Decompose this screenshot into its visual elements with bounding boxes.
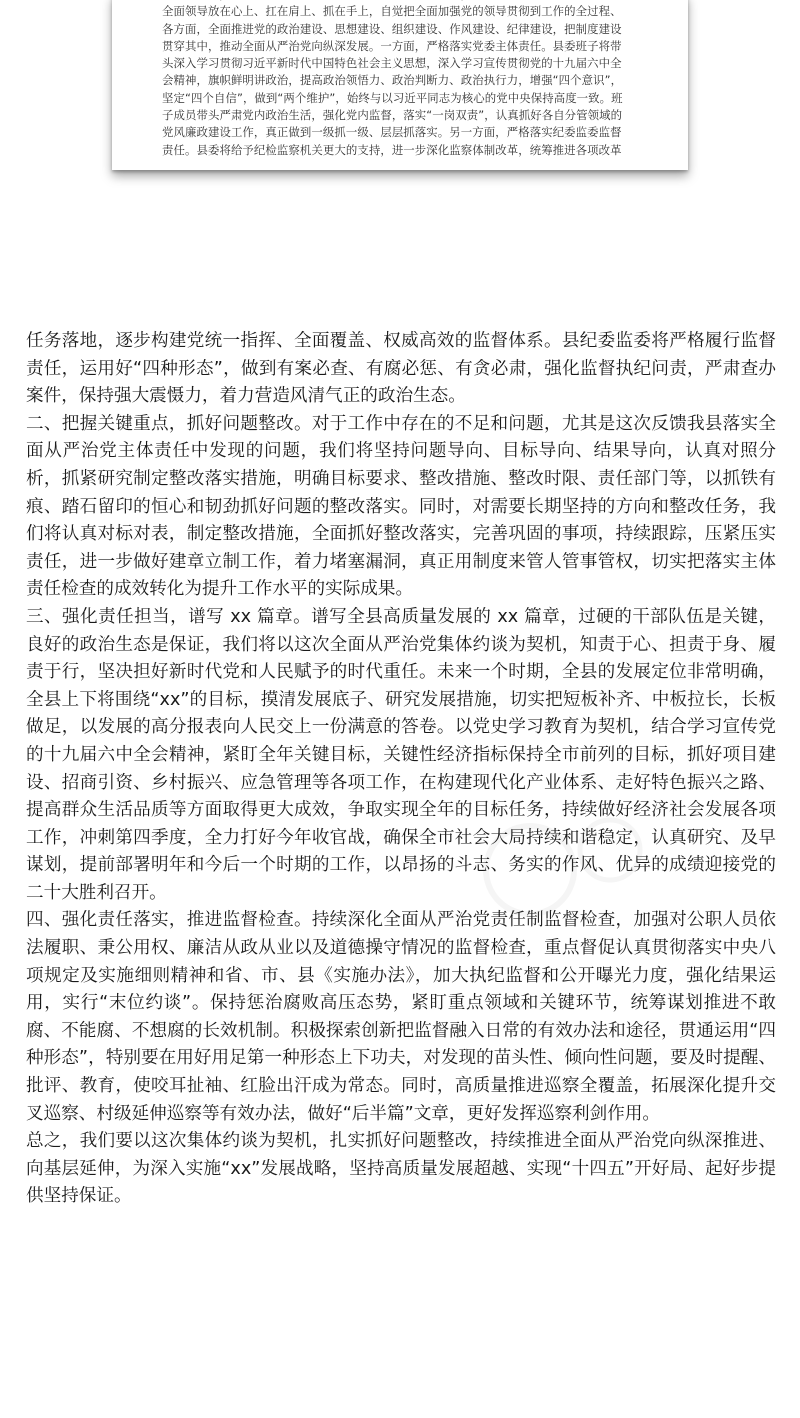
preview-line: 会精神，旗帜鲜明讲政治，提高政治领悟力、政治判断力、政治执行力，增强“四个意识”， bbox=[162, 73, 623, 88]
article-paragraph: 二、把握关键重点，抓好问题整改。对于工作中存在的不足和问题，尤其是这次反馈我县落实全面从严治党主体责任中发现的问题，我们将坚持问题导向、目标导向、结果导向，认真对照分析，抓紧研究制定整改落实措施，明确目标要求、整改措施、整改时限、责任部门等，以抓铁有痕、踏石留印的恒心和韧劲抓好问题的整改落实。同时，对需要长期坚持的方向和整改任务，我们将认真对标对表，制定整改措施，全面抓好整改落实，完善巩固的事项，持续跟踪，压紧压实责任，进一步做好建章立制工作，着力堵塞漏洞，真正用制度来管人管事管权，切实把落实主体责任检查的成效转化为提升工作水平的实际成果。 bbox=[26, 413, 776, 600]
preview-line: 全面领导放在心上、扛在肩上、抓在手上，自觉把全面加强党的领导贯彻到工作的全过程、 bbox=[162, 4, 622, 19]
preview-line: 各方面，全面推进党的政治建设、思想建设、组织建设、作风建设、纪律建设，把制度建设 bbox=[162, 21, 622, 36]
document-preview-area bbox=[0, 0, 800, 200]
preview-line: 责任。县委将给予纪检监察机关更大的支持，进一步深化监察体制改革，统筹推进各项改革 bbox=[162, 142, 622, 157]
preview-text-block bbox=[162, 0, 640, 159]
preview-line: 贯穿其中，推动全面从严治党向纵深发展。一方面，严格落实党委主体责任。县委班子将带 bbox=[162, 38, 622, 53]
article-paragraph: 任务落地，逐步构建党统一指挥、全面覆盖、权威高效的监督体系。县纪委监委将严格履行监督责任，运用好“四种形态”，做到有案必查、有腐必惩、有贪必肃，强化监督执纪问责，严肃查办案件，保持强大震慑力，着力营造风清气正的政治生态。 bbox=[26, 331, 776, 407]
article-paragraph: 三、强化责任担当，谱写 xx 篇章。谱写全县高质量发展的 xx 篇章，过硬的干部队伍是关键，良好的政治生态是保证，我们将以这次全面从严治党集体约谈为契机，知责于心、担责于身、履责于行，坚决担好新时代党和人民赋予的时代重任。未来一个时期，全县的发展定位非常明确，全县上下将围绕“xx”的目标，摸清发展底子、研究发展措施，切实把短板补齐、中板拉长，长板做足，以发展的高分报表向人民交上一份满意的答卷。以党史学习教育为契机，结合学习宣传党的十九届六中全会精神，紧盯全年关键目标，关键性经济指标保持全市前列的目标，抓好项目建设、招商引资、乡村振兴、应急管理等各项工作，在构建现代化产业体系、走好特色振兴之路、提高群众生活品质等方面取得更大成效，争取实现全年的目标任务，持续做好经济社会发展各项工作，冲刺第四季度，全力打好今年收官战，确保全市社会大局持续和谐稳定，认真研究、及早谋划，提前部署明年和今后一个时期的工作，以昂扬的斗志、务实的作风、优异的成绩迎接党的二十大胜利召开。 bbox=[26, 606, 776, 903]
article-paragraph: 四、强化责任落实，推进监督检查。持续深化全面从严治党责任制监督检查，加强对公职人员依法履职、秉公用权、廉洁从政从业以及道德操守情况的监督检查，重点督促认真贯彻落实中央八项规定及实施细则精神和省、市、县《实施办法》，加大执纪监督和公开曝光力度，强化结果运用，实行“末位约谈”。保持惩治腐败高压态势，紧盯重点领域和关键环节，统筹谋划推进不敢腐、不能腐、不想腐的长效机制。积极探索创新把监督融入日常的有效办法和途径，贯通运用“四种形态”，特别要在用好用足第一种形态上下功夫，对发现的苗头性、倾向性问题，要及时提醒、批评、教育，使咬耳扯袖、红脸出汗成为常态。同时，高质量推进巡察全覆盖，拓展深化提升交叉巡察、村级延伸巡察等有效办法，做好“后半篇”文章，更好发挥巡察利剑作用。 bbox=[26, 910, 776, 1124]
article-paragraph: 总之，我们要以这次集体约谈为契机，扎实抓好问题整改，持续推进全面从严治党向纵深推进、向基层延伸，为深入实施“xx”发展战略，坚持高质量发展超越、实现“十四五”开好局、起好步提供坚持保证。 bbox=[26, 1131, 776, 1207]
preview-line: 头深入学习贯彻习近平新时代中国特色社会主义思想，深入学习宣传贯彻党的十九届六中全 bbox=[162, 56, 622, 71]
preview-line: 子成员带头严肃党内政治生活，强化党内监督，落实“一岗双责”，认真抓好各自分管领域的 bbox=[162, 108, 623, 123]
article-body bbox=[26, 328, 776, 1211]
document-preview-sheet bbox=[112, 0, 688, 170]
preview-line: 坚定“四个自信”，做到“两个维护”，始终与以习近平同志为核心的党中央保持高度一致。班 bbox=[162, 90, 623, 105]
preview-line: 党风廉政建设工作，真正做到一级抓一级、层层抓落实。另一方面，严格落实纪委监委监督 bbox=[162, 125, 622, 140]
